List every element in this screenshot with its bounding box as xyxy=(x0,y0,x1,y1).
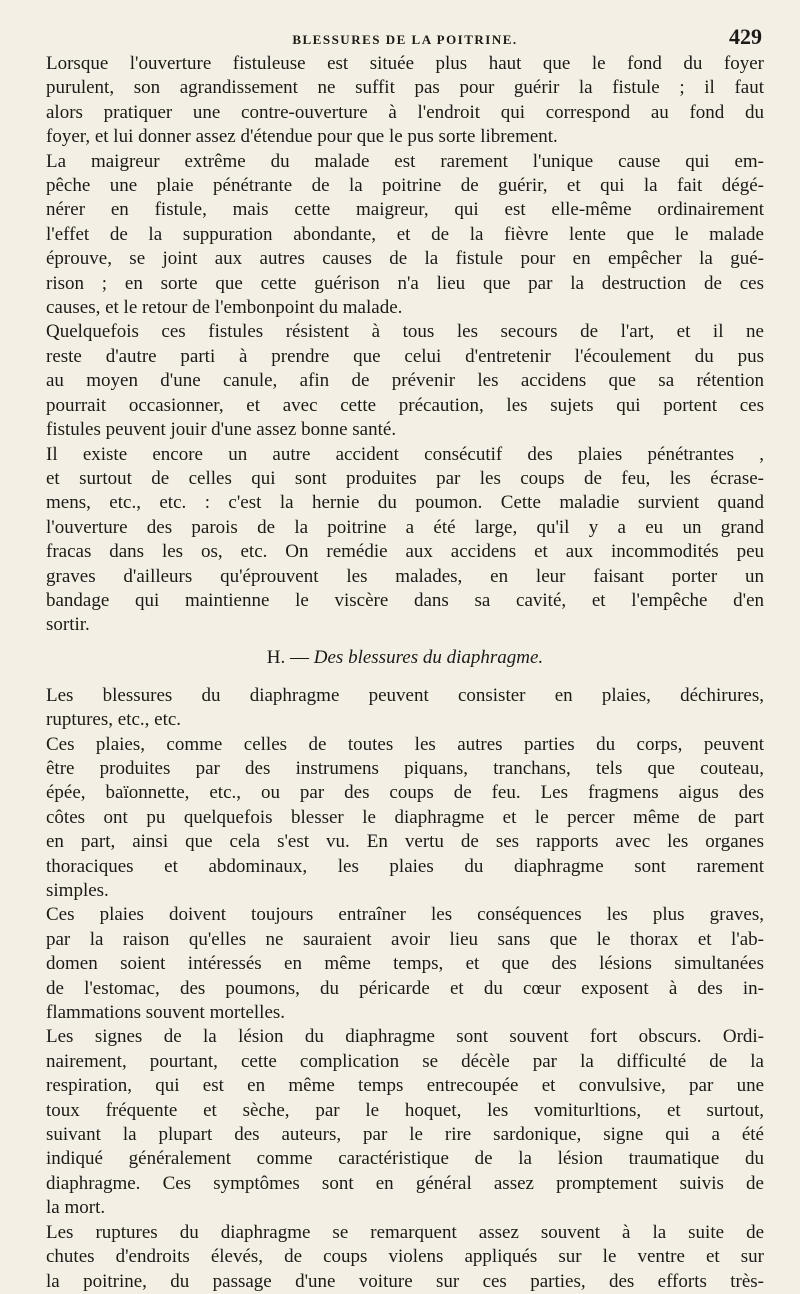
text-line: Lorsque l'ouverture fistuleuse est située plus haut que le fond du foyer xyxy=(46,53,764,74)
section-title: Des blessures du diaphragme. xyxy=(313,646,544,668)
text-line: causes, et le retour de l'embonpoint du malade. xyxy=(46,297,403,319)
text-line: toux fréquente et sèche, par le hoquet, les vomiturltions, et surtout, xyxy=(46,1099,764,1121)
text-line: graves d'ailleurs qu'éprouvent les malades, en leur faisant porter un xyxy=(46,565,764,587)
text-body-after-heading xyxy=(46,684,764,1294)
text-line: Ces plaies, comme celles de toutes les autres parties du corps, peuvent xyxy=(46,733,764,755)
book-page xyxy=(46,18,764,1294)
text-line: ruptures, etc., etc. xyxy=(46,709,182,731)
text-line: pêche une plaie pénétrante de la poitrine de guérir, et qui la fait dégé- xyxy=(46,175,764,197)
text-line: éprouve, se joint aux autres causes de la fistule pour en empêcher la gué- xyxy=(46,248,764,270)
paragraph xyxy=(46,684,764,733)
paragraph xyxy=(46,733,764,904)
text-line: Les blessures du diaphragme peuvent consister en plaies, déchirures, xyxy=(46,684,764,706)
text-line: simples. xyxy=(46,880,109,901)
text-line: la mort. xyxy=(46,1197,106,1219)
text-line: bandage qui maintienne le viscère dans sa cavité, et l'empêche d'en xyxy=(46,589,764,611)
text-line: Ces plaies doivent toujours entraîner les conséquences les plus graves, xyxy=(46,904,764,926)
text-line: en part, ainsi que cela s'est vu. En vertu de ses rapports avec les organes xyxy=(46,831,764,853)
text-line: au moyen d'une canule, afin de prévenir les accidens que sa rétention xyxy=(46,370,764,392)
text-line: Les signes de la lésion du diaphragme sont souvent fort obscurs. Ordi- xyxy=(46,1026,764,1048)
text-line: Les ruptures du diaphragme se remarquent assez souvent à la suite de xyxy=(46,1221,764,1243)
text-line: alors pratiquer une contre-ouverture à l'endroit qui correspond au fond du xyxy=(46,101,764,123)
paragraph xyxy=(46,903,764,1025)
running-head xyxy=(46,18,764,52)
paragraph xyxy=(46,1025,764,1220)
text-line: mens, etc., etc. : c'est la hernie du poumon. Cette maladie survient quand xyxy=(46,492,764,514)
section-number: H. — xyxy=(266,646,310,668)
text-line: côtes ont pu quelquefois blesser le diaphragme et le percer même de part xyxy=(46,806,764,828)
text-line: rison ; en sorte que cette guérison n'a lieu que par la destruction de ces xyxy=(46,272,764,294)
paragraph xyxy=(46,320,764,442)
page-number: 429 xyxy=(729,24,762,49)
text-line: pourrait occasionner, et avec cette précaution, les sujets qui portent ces xyxy=(46,394,764,416)
text-line: et surtout de celles qui sont produites par les coups de feu, les écrase- xyxy=(46,467,764,489)
text-line: respiration, qui est en même temps entrecoupée et convulsive, par une xyxy=(46,1075,764,1097)
text-line: par la raison qu'elles ne sauraient avoir lieu sans que le thorax et l'ab- xyxy=(46,928,764,950)
text-line: épée, baïonnette, etc., ou par des coups de feu. Les fragmens aigus des xyxy=(46,782,764,804)
text-line: suivant la plupart des auteurs, par le rire sardonique, signe qui a été xyxy=(46,1124,764,1146)
text-line: thoraciques et abdominaux, les plaies du diaphragme sont rarement xyxy=(46,855,764,877)
running-title: BLESSURES DE LA POITRINE. xyxy=(292,32,518,47)
text-body-before-heading xyxy=(46,52,764,638)
text-line: fracas dans les os, etc. On remédie aux accidens et aux incommodités peu xyxy=(46,541,764,563)
text-line: être produites par des instrumens piquans, tranchans, tels que couteau, xyxy=(46,757,764,779)
text-line: nérer en fistule, mais cette maigreur, qui est elle-même ordinairement xyxy=(46,199,764,221)
text-line: nairement, pourtant, cette complication se décèle par la difficulté de la xyxy=(46,1050,764,1072)
paragraph xyxy=(46,443,764,638)
text-line: foyer, et lui donner assez d'étendue pour que le pus sorte librement. xyxy=(46,126,558,148)
text-line: fistules peuvent jouir d'une assez bonne santé. xyxy=(46,419,397,441)
text-line: domen soient intéressés en même temps, et que des lésions simultanées xyxy=(46,953,764,975)
text-line: de l'estomac, des poumons, du péricarde et du cœur exposent à des in- xyxy=(46,977,764,999)
text-line: La maigreur extrême du malade est rarement l'unique cause qui em- xyxy=(46,150,764,172)
text-line: purulent, son agrandissement ne suffit pas pour guérir la fistule ; il faut xyxy=(46,77,764,99)
text-line: sortir. xyxy=(46,614,90,636)
text-line: l'effet de la suppuration abondante, et de la fièvre lente que le malade xyxy=(46,223,764,245)
section-heading xyxy=(46,646,764,670)
text-line: diaphragme. Ces symptômes sont en général assez promptement suivis de xyxy=(46,1172,764,1194)
paragraph xyxy=(46,1221,764,1294)
text-line: indiqué généralement comme caractéristique de la lésion traumatique du xyxy=(46,1148,764,1170)
paragraph xyxy=(46,150,764,321)
paragraph xyxy=(46,52,764,150)
text-line: l'ouverture des parois de la poitrine a été large, qu'il y a eu un grand xyxy=(46,516,764,538)
text-line: Il existe encore un autre accident consécutif des plaies pénétrantes , xyxy=(46,443,764,465)
text-line: reste d'autre parti à prendre que celui d'entretenir l'écoulement du pus xyxy=(46,345,764,367)
text-line: flammations souvent mortelles. xyxy=(46,1002,286,1024)
text-line: la poitrine, du passage d'une voiture sur ces parties, des efforts très- xyxy=(46,1270,764,1292)
text-line: chutes d'endroits élevés, de coups violens appliqués sur le ventre et sur xyxy=(46,1246,764,1268)
text-line: Quelquefois ces fistules résistent à tous les secours de l'art, et il ne xyxy=(46,321,764,343)
